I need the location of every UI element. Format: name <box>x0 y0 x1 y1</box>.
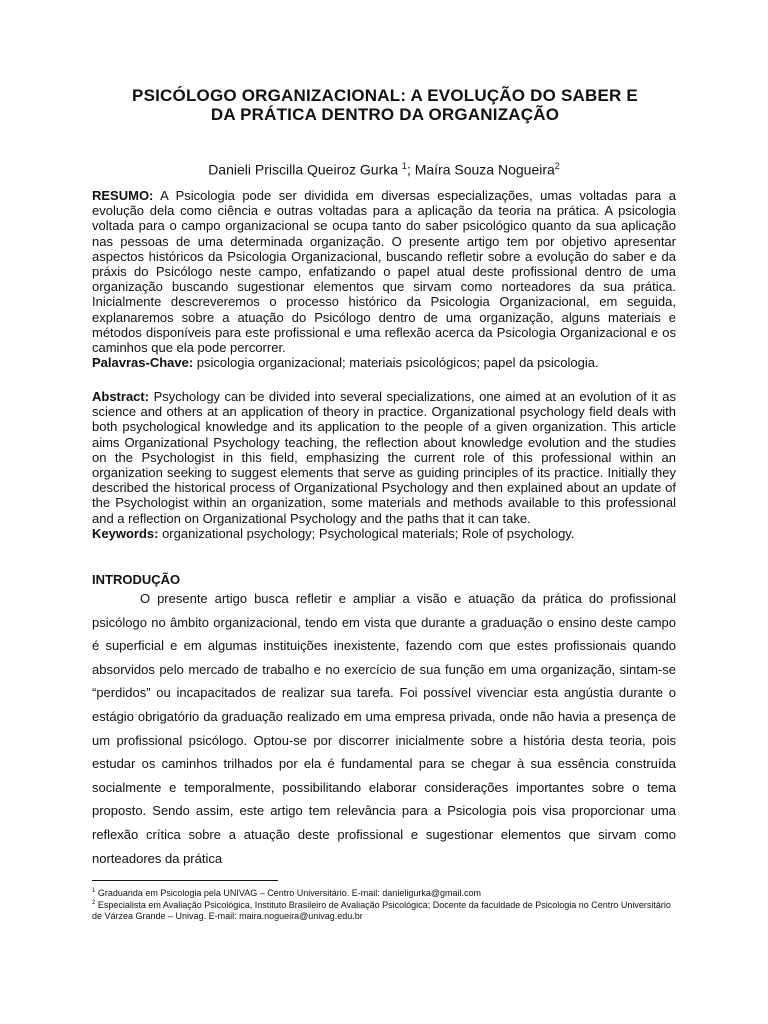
title-line-2: DA PRÁTICA DENTRO DA ORGANIZAÇÃO <box>210 105 560 124</box>
resumo-text: A Psicologia pode ser dividida em diversas especializações, umas voltadas para a evolução dela como ciência e outras voltadas para a aplicação da teoria na prática. A psicologia voltada para o campo organizacional se ocupa tanto do saber psicológico quanto da sua aplicação nas pessoas de uma determinada organização. O presente artigo tem por objetivo apresentar aspectos históricos da Psicologia Organizacional, buscando refletir sobre a evolução do saber e da práxis do Psicólogo neste campo, enfatizando o papel atual deste profissional dentro de uma organização buscando sugestionar elementos que sirvam como norteadores da sua prática. Inicialmente descreveremos o processo histórico da Psicologia Organizacional, em seguida, explanaremos sobre a atuação do Psicólogo dentro de uma organização, alguns materiais e métodos disponíveis para este profissional e uma reflexão acerca da Psicologia Organizacional e os caminhos que ela pode percorrer. <box>92 188 676 356</box>
author-2: Maíra Souza Nogueira <box>414 161 555 178</box>
footnote-1-mark: 1 <box>92 888 96 894</box>
author-2-footnote-mark: 2 <box>554 161 560 171</box>
introducao-heading: INTRODUÇÃO <box>92 572 181 587</box>
footnote-divider <box>92 880 278 881</box>
resumo-label: RESUMO: <box>92 188 154 203</box>
resumo-section <box>92 188 676 370</box>
palavras-chave-label: Palavras-Chave: <box>92 355 194 371</box>
keywords-label: Keywords: <box>92 525 159 541</box>
keywords-text: organizational psychology; Psychological materials; Role of psychology. <box>158 525 575 541</box>
author-1: Danieli Priscilla Queiroz Gurka <box>208 161 399 178</box>
abstract-section <box>92 389 676 541</box>
footnote-1-text: Graduanda em Psicologia pela UNIVAG – Centro Universitário. E-mail: danieligurka@gmail.com <box>95 888 481 898</box>
abstract-text: Psychology can be divided into several specializations, one aimed at an evolution of it as science and others at an application of theory in practice. Organizational psychology field deals with both psychological knowledge and its application to the people of a given organization. This article aims Organizational Psychology teaching, the reflection about knowledge evolution and the studies on the Psychologist in this field, emphasizing the current role of this professional within an organization seeking to suggest elements that serve as guiding principles of its practice. Initially they described the historical process of Organizational Psychology and then explained about an update of the Psychologist within an organization, some materials and methods available to this professional and a reflection on Organizational Psychology and the paths that it can take. <box>92 389 676 526</box>
paper-title <box>90 86 680 124</box>
introducao-body: O presente artigo busca refletir e ampliar a visão e atuação da prática do profissional psicólogo no âmbito organizacional, tendo em vista que durante a graduação o ensino deste campo é superficial e em algumas instituições inexistente, fazendo com que estes profissionais quando absorvidos pelo mercado de trabalho e no exercício de sua função em uma organização, sintam-se “perdidos” ou incapacitados de realizar sua tarefa. Foi possível vivenciar esta angústia durante o estágio obrigatório da graduação realizado em uma empresa privada, onde não havia a presença de um profissional psicólogo. Optou-se por discorrer inicialmente sobre a história desta teoria, pois estudar os caminhos trilhados por ela é fundamental para se chegar à sua essência construída socialmente e temporalmente, possibilitando elaborar considerações importantes sobre o tema proposto. Sendo assim, este artigo tem relevância para a Psicologia pois visa proporcionar uma reflexão crítica sobre a atuação deste profissional e sugestionar elementos que sirvam como norteadores da prática <box>92 591 676 866</box>
author-1-footnote-mark: 1 <box>401 161 407 171</box>
abstract-label: Abstract: <box>92 389 150 404</box>
palavras-chave-text: psicologia organizacional; materiais psicológicos; papel da psicologia. <box>193 355 599 371</box>
title-line-1: PSICÓLOGO ORGANIZACIONAL: A EVOLUÇÃO DO SABER E <box>132 86 638 105</box>
footnote-2-mark: 2 <box>92 900 96 906</box>
author-separator: ; <box>406 161 415 178</box>
author-line <box>92 161 676 178</box>
footnote-2-text: Especialista em Avaliação Psicológica, Instituto Brasileiro de Avaliação Psicológica; Docente da faculdade de Psicologia no Centro Universitário de Várzea Grande – Univag. E-mail: maira.nogueira@univag.edu.br <box>92 900 671 921</box>
footnote-2 <box>92 898 676 922</box>
